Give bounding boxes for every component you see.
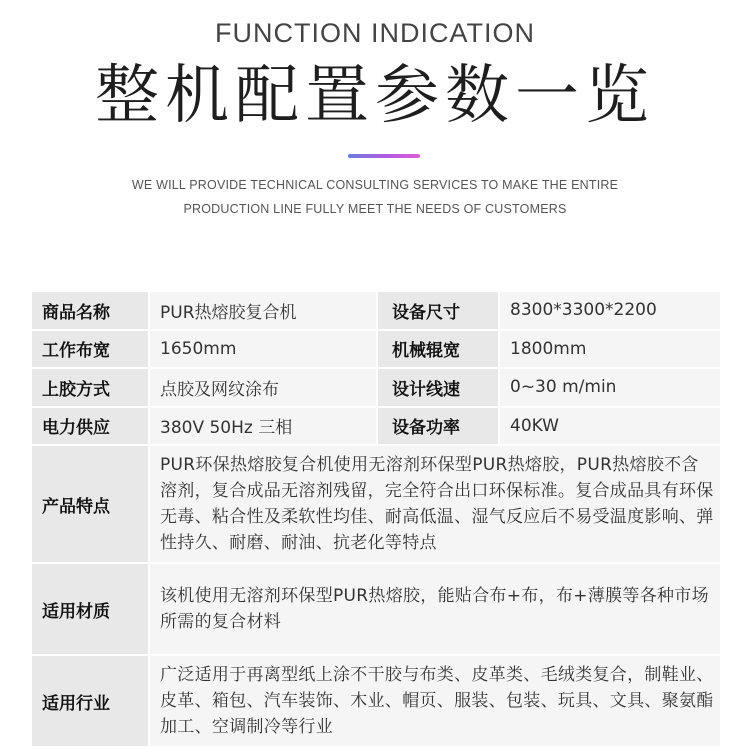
spec-label-power-supply: 电力供应	[31, 407, 149, 446]
table-row	[31, 655, 721, 747]
spec-value-product-name: PUR热熔胶复合机	[149, 291, 377, 330]
accent-divider	[348, 154, 420, 158]
table-row	[31, 407, 721, 446]
subtitle-line-2: PRODUCTION LINE FULLY MEET THE NEEDS OF CUSTOMERS	[183, 202, 567, 216]
spec-value-glue-method: 点胶及网纹涂布	[149, 368, 377, 407]
spec-table	[30, 290, 722, 748]
table-row	[31, 330, 721, 369]
spec-value-roller-width: 1800mm	[499, 330, 721, 369]
spec-value-materials: 该机使用无溶剂环保型PUR热熔胶，能贴合布+布，布+薄膜等各种市场所需的复合材料	[149, 563, 721, 655]
spec-label-glue-method: 上胶方式	[31, 368, 149, 407]
spec-label-line-speed: 设计线速	[377, 368, 499, 407]
table-row	[31, 291, 721, 330]
spec-label-roller-width: 机械辊宽	[377, 330, 499, 369]
title-english: FUNCTION INDICATION	[215, 18, 535, 48]
title-chinese: 整机配置参数一览	[95, 59, 655, 133]
spec-label-industries: 适用行业	[31, 655, 149, 747]
spec-value-industries: 广泛适用于再离型纸上涂不干胶与布类、皮革类、毛绒类复合，制鞋业、皮革、箱包、汽车装饰、木业、帽页、服装、包装、玩具、文具、聚氨酯加工、空调制冷等行业	[149, 655, 721, 747]
spec-label-materials: 适用材质	[31, 563, 149, 655]
spec-value-line-speed: 0~30 m/min	[499, 368, 721, 407]
table-row	[31, 368, 721, 407]
spec-value-working-width: 1650mm	[149, 330, 377, 369]
spec-label-features: 产品特点	[31, 445, 149, 563]
spec-value-power: 40KW	[499, 407, 721, 446]
spec-label-working-width: 工作布宽	[31, 330, 149, 369]
spec-value-features: PUR环保热熔胶复合机使用无溶剂环保型PUR热熔胶，PUR热熔胶不含溶剂，复合成品无溶剂残留，完全符合出口环保标准。复合成品具有环保无毒、粘合性及柔软性均佳、耐高低温、湿气反应后不易受温度影响、弹性持久、耐磨、耐油、抗老化等特点	[149, 445, 721, 563]
spec-value-dimensions: 8300*3300*2200	[499, 291, 721, 330]
subtitle-line-1: WE WILL PROVIDE TECHNICAL CONSULTING SERVICES TO MAKE THE ENTIRE	[131, 178, 619, 192]
spec-label-dimensions: 设备尺寸	[377, 291, 499, 330]
spec-value-power-supply: 380V 50Hz 三相	[149, 407, 377, 446]
spec-label-product-name: 商品名称	[31, 291, 149, 330]
table-row	[31, 445, 721, 563]
spec-label-power: 设备功率	[377, 407, 499, 446]
table-row	[31, 563, 721, 655]
